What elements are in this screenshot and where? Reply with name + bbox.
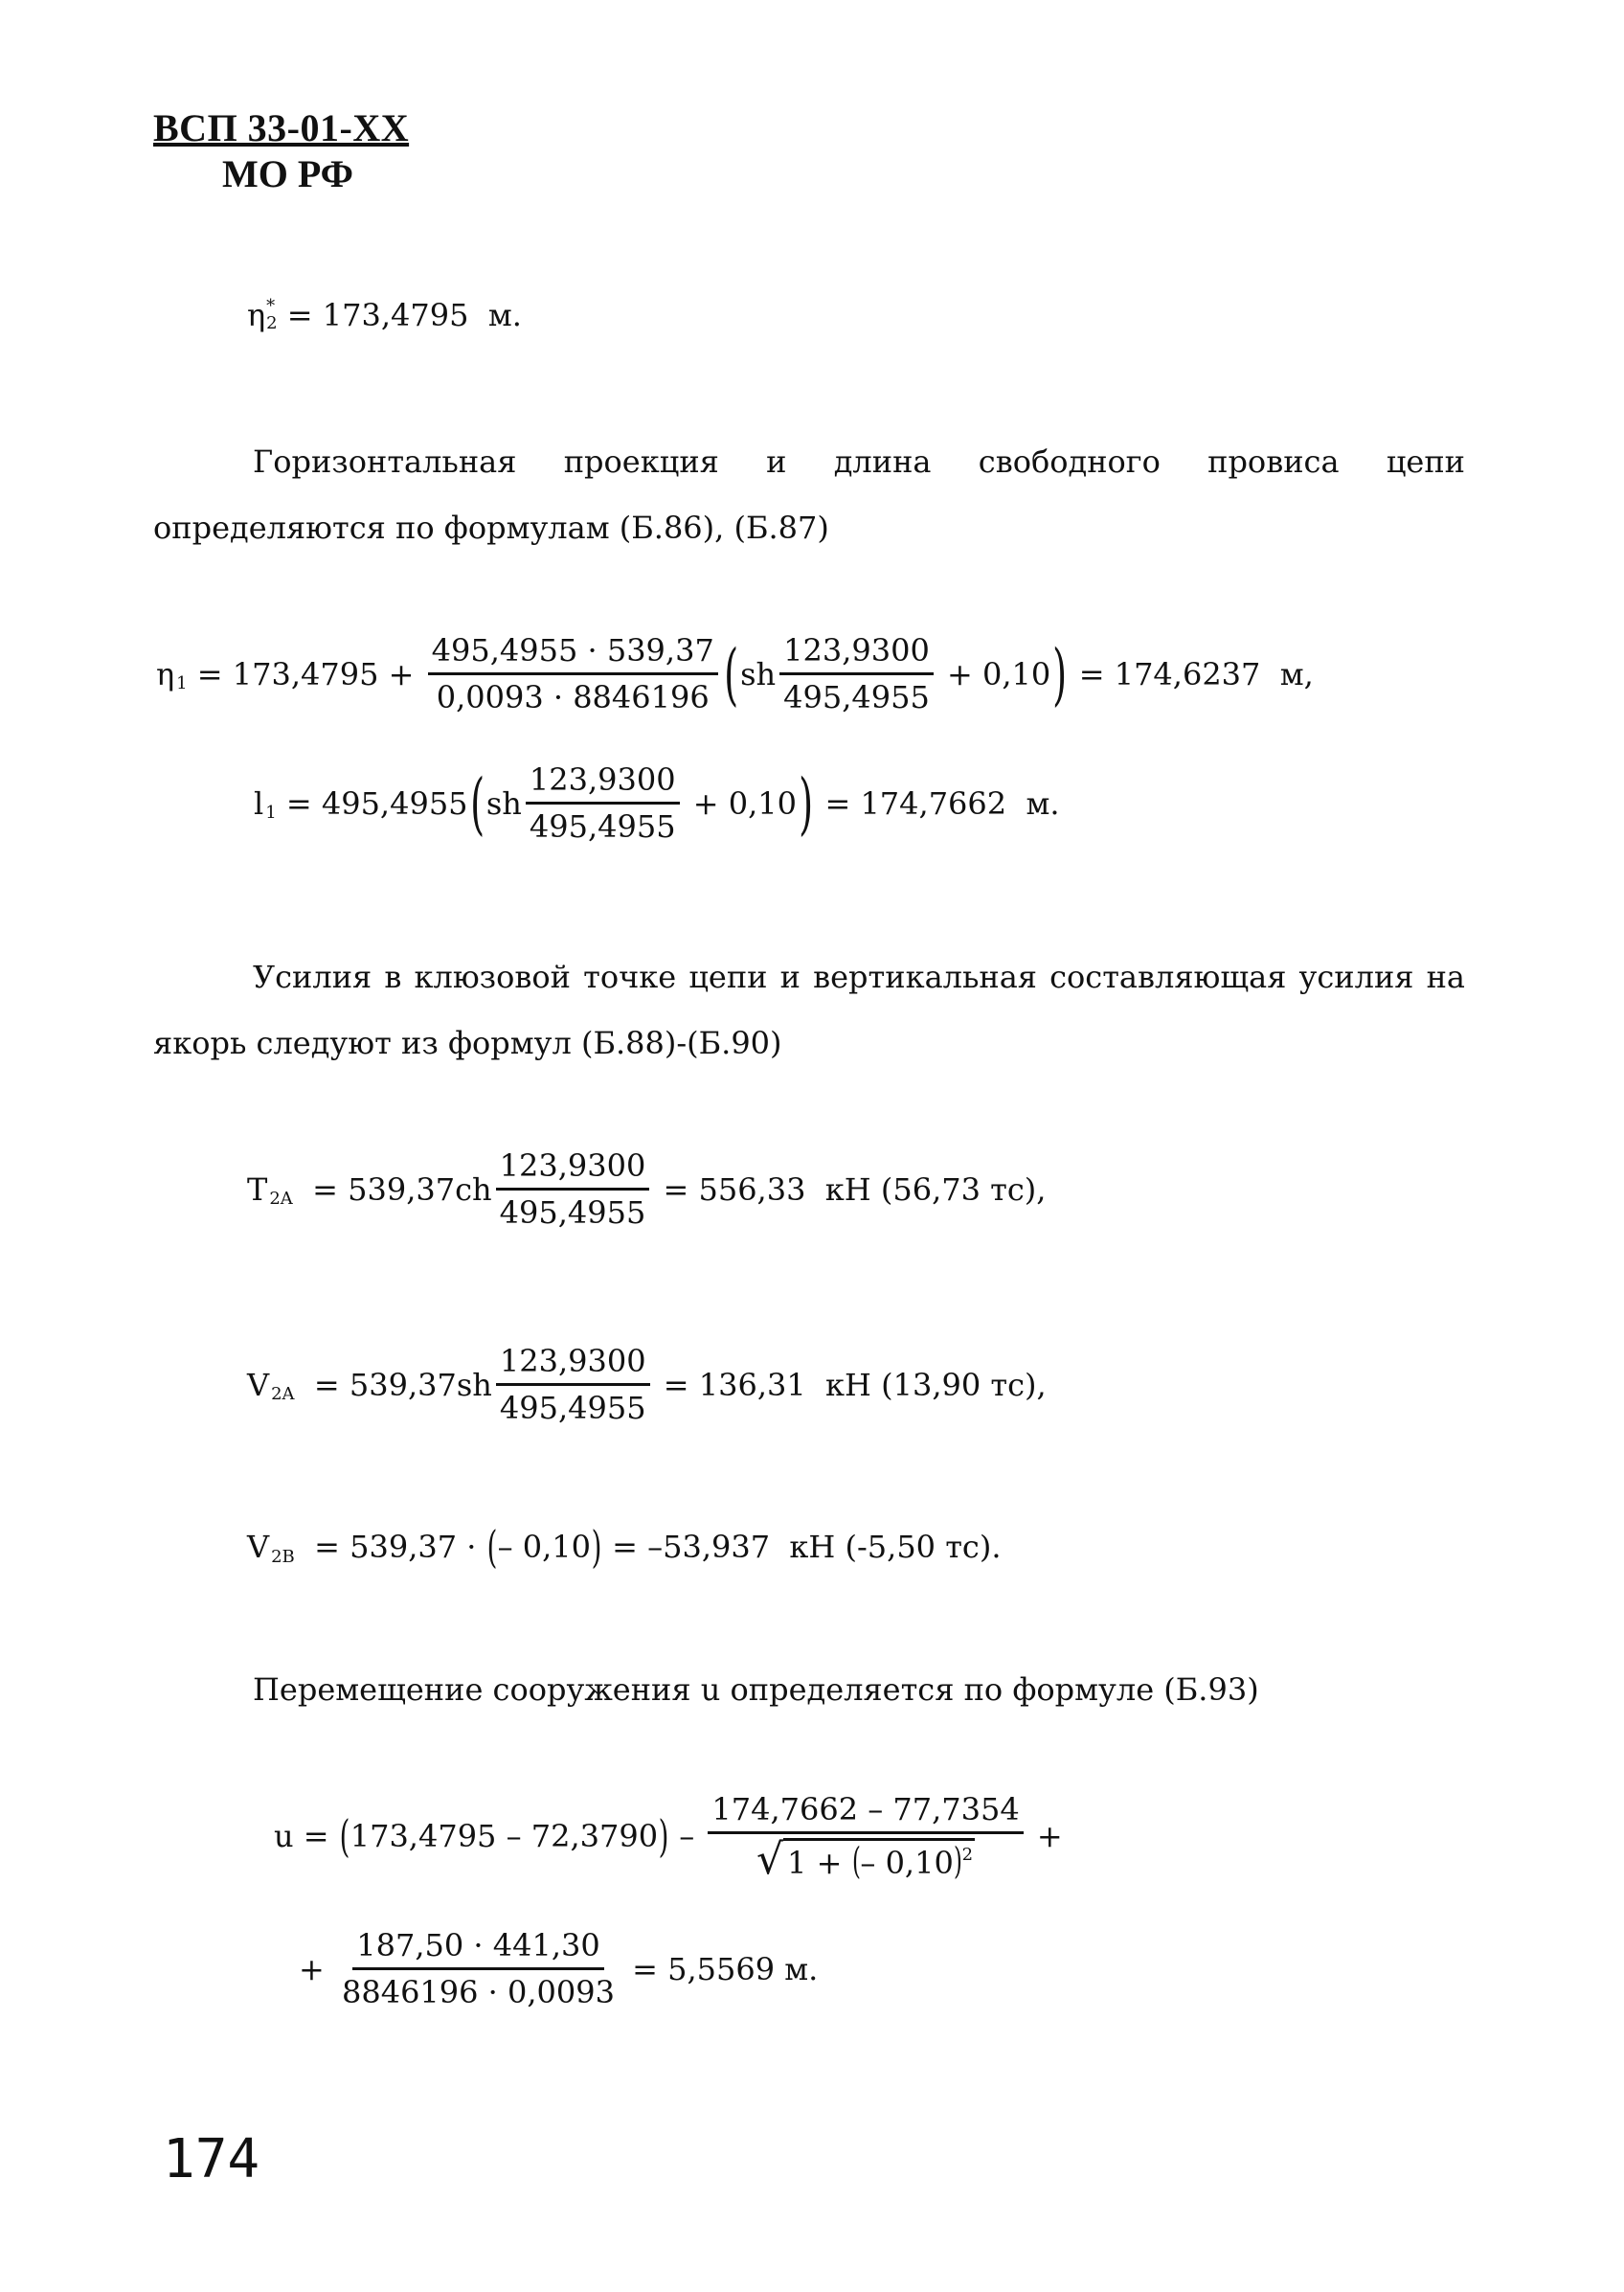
- eta-symbol: η: [247, 297, 266, 333]
- v-symbol: V: [247, 1529, 270, 1565]
- equation-l1: [254, 761, 1060, 845]
- equation-term: – 0,10: [497, 1529, 591, 1565]
- document-code: ВСП 33-01-ХХ: [153, 106, 410, 149]
- paragraph-text: Горизонтальная проекция и длина свободного провиса цепи определяются по формулам (Б.86), (Б.87): [153, 443, 1465, 546]
- equation-lhs: = 539,37 ·: [294, 1529, 486, 1565]
- numerator: 495,4955 · 539,37: [428, 632, 718, 675]
- eta-symbol: η: [156, 655, 175, 692]
- equation-rhs: = –53,937 кН (-5,50 тс).: [601, 1529, 1002, 1565]
- fraction: [496, 1343, 650, 1426]
- equation-eta2: [247, 297, 522, 333]
- left-paren: (: [469, 763, 485, 843]
- right-paren: ): [953, 1840, 962, 1882]
- equation-t2a: [247, 1147, 1046, 1231]
- equation-term: 173,4795 – 72,3790: [350, 1818, 659, 1854]
- subscript: 2: [266, 313, 278, 333]
- equation-lhs: = 173,4795 +: [187, 655, 424, 692]
- page-number: 174: [163, 2128, 260, 2190]
- fraction: [708, 1791, 1023, 1884]
- numerator: 187,50 · 441,30: [352, 1927, 603, 1970]
- equation-term: + 0,10: [683, 784, 797, 822]
- sh-function: sh: [740, 655, 777, 692]
- equation-v2a: [247, 1343, 1047, 1426]
- denominator: 0,0093 · 8846196: [436, 679, 710, 715]
- numerator: 123,9300: [526, 761, 680, 805]
- right-paren: ): [799, 763, 814, 843]
- equation-rhs: = 174,7662 м.: [815, 784, 1060, 822]
- right-paren: ): [591, 1521, 602, 1573]
- equation-term: + 0,10: [936, 655, 1051, 692]
- paragraph-displacement: [253, 1657, 1402, 1723]
- subscript: 2A: [269, 1189, 293, 1209]
- subscript: 1: [176, 673, 188, 693]
- plus-sign: +: [299, 1950, 334, 1987]
- sqrt-term: 1 +: [787, 1845, 852, 1881]
- plus-sign: +: [1026, 1818, 1063, 1854]
- equation-lhs: = 539,37ch: [292, 1170, 492, 1208]
- equation-lhs: u =: [274, 1818, 339, 1854]
- denominator: 495,4955: [529, 808, 676, 845]
- equation-rhs: = 556,33 кН (56,73 тс),: [653, 1170, 1047, 1208]
- right-paren: ): [1052, 634, 1068, 714]
- equation-u-line1: [274, 1791, 1063, 1884]
- paragraph-text: Перемещение сооружения u определяется по формуле (Б.93): [253, 1671, 1259, 1708]
- left-paren: (: [486, 1521, 497, 1573]
- equation-rhs: = 173,4795 м.: [277, 297, 522, 333]
- equation-lhs: = 495,4955: [276, 784, 468, 822]
- subscript: 2A: [271, 1384, 295, 1404]
- superscript: 2: [961, 1845, 974, 1865]
- sqrt-content: [783, 1838, 975, 1881]
- subscript: 2B: [271, 1546, 295, 1567]
- fraction: [428, 632, 718, 715]
- numerator: 174,7662 – 77,7354: [708, 1791, 1023, 1834]
- subscript: 1: [265, 803, 277, 823]
- paragraph-projection: [153, 429, 1465, 561]
- fraction: [526, 761, 680, 845]
- fraction: [779, 632, 934, 715]
- equation-lhs: = 539,37sh: [294, 1366, 492, 1403]
- fraction: [496, 1147, 650, 1231]
- right-paren: ): [658, 1810, 669, 1862]
- denominator: 495,4955: [783, 679, 930, 715]
- superscript-star: *: [266, 296, 276, 316]
- denominator: [753, 1834, 979, 1884]
- left-paren: (: [339, 1810, 350, 1862]
- minus-sign: –: [669, 1818, 705, 1854]
- equation-rhs: = 136,31 кН (13,90 тс),: [653, 1366, 1047, 1403]
- left-paren: (: [851, 1840, 861, 1882]
- paragraph-text: Усилия в клюзовой точке цепи и вертикальная составляющая усилия на якорь следуют из формул (Б.88)-(Б.90): [153, 959, 1465, 1061]
- equation-eta1: [156, 632, 1314, 715]
- v-symbol: V: [247, 1366, 270, 1403]
- left-paren: (: [723, 634, 738, 714]
- sh-function: sh: [485, 784, 522, 822]
- numerator: 123,9300: [496, 1147, 650, 1191]
- equation-rhs: = 5,5569 м.: [621, 1950, 819, 1987]
- numerator: 123,9300: [779, 632, 934, 675]
- equation-rhs: = 174,6237 м,: [1069, 655, 1314, 692]
- equation-v2b: [247, 1521, 1002, 1573]
- equation-u-line2: [299, 1927, 818, 2010]
- numerator: 123,9300: [496, 1343, 650, 1386]
- paragraph-forces: [153, 944, 1465, 1077]
- denominator: 8846196 · 0,0093: [341, 1974, 615, 2010]
- l-symbol: l: [254, 784, 264, 822]
- denominator: 495,4955: [499, 1390, 646, 1426]
- fraction: [338, 1927, 619, 2010]
- denominator: 495,4955: [499, 1194, 646, 1231]
- sqrt-inner: – 0,10: [860, 1845, 954, 1881]
- organization: МО РФ: [222, 152, 353, 195]
- t-symbol: T: [247, 1170, 268, 1208]
- sqrt-icon: √: [756, 1834, 784, 1884]
